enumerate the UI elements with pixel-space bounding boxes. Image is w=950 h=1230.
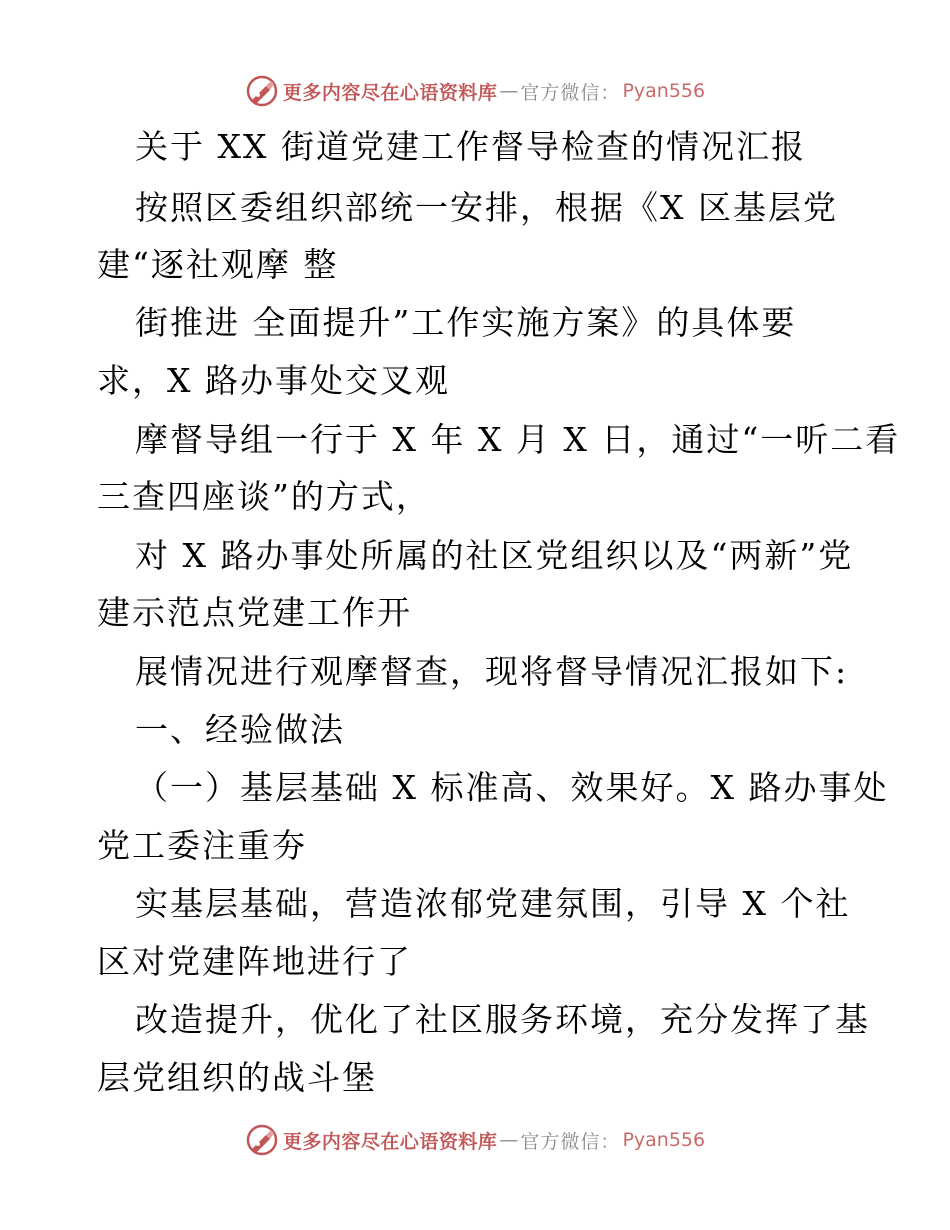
watermark-dash: — xyxy=(499,1129,519,1151)
paragraph-line: 改造提升，优化了社区服务环境，充分发挥了基 xyxy=(135,1000,870,1039)
paragraph-line: 街推进 全面提升”工作实施方案》的具体要 xyxy=(135,303,797,342)
paragraph-line: 三查四座谈”的方式， xyxy=(97,477,431,516)
pen-logo-icon xyxy=(245,74,279,108)
subsection-line: （一）基层基础 X 标准高、效果好。X 路办事处 xyxy=(135,768,889,807)
paragraph-line: 建示范点党建工作开 xyxy=(97,593,412,632)
watermark-brand: 更多内容尽在心语资料库 xyxy=(282,81,498,104)
paragraph-line: 展情况进行观摩督查，现将督导情况汇报如下: xyxy=(135,652,849,691)
watermark-footer xyxy=(0,1120,950,1160)
watermark-official: 官方微信： xyxy=(520,1130,621,1153)
paragraph-line: 摩督导组一行于 X 年 X 月 X 日，通过“一听二看 xyxy=(135,420,901,459)
paragraph-line: 区对党建阵地进行了 xyxy=(97,942,412,981)
watermark-wechat-id: Pyan556 xyxy=(622,80,706,102)
watermark-header xyxy=(0,71,950,111)
section-heading: 一、经验做法 xyxy=(135,710,345,749)
paragraph-line: 建“逐社观摩 整 xyxy=(97,245,339,284)
document-title: 关于 XX 街道党建工作督导检查的情况汇报 xyxy=(135,127,806,166)
watermark-official: 官方微信： xyxy=(520,81,621,104)
watermark-dash: — xyxy=(499,80,519,102)
paragraph-line: 求，X 路办事处交叉观 xyxy=(97,361,450,400)
pen-logo-icon xyxy=(245,1123,279,1157)
paragraph-line: 实基层基础，营造浓郁党建氛围，引导 X 个社 xyxy=(135,884,851,923)
paragraph-line: 按照区委组织部统一安排，根据《X 区基层党 xyxy=(135,188,838,227)
watermark-wechat-id: Pyan556 xyxy=(622,1129,706,1151)
paragraph-line: 对 X 路办事处所属的社区党组织以及“两新”党 xyxy=(135,536,854,575)
paragraph-line: 层党组织的战斗堡 xyxy=(97,1058,377,1097)
paragraph-line: 党工委注重夯 xyxy=(97,826,307,865)
watermark-brand: 更多内容尽在心语资料库 xyxy=(282,1130,498,1153)
